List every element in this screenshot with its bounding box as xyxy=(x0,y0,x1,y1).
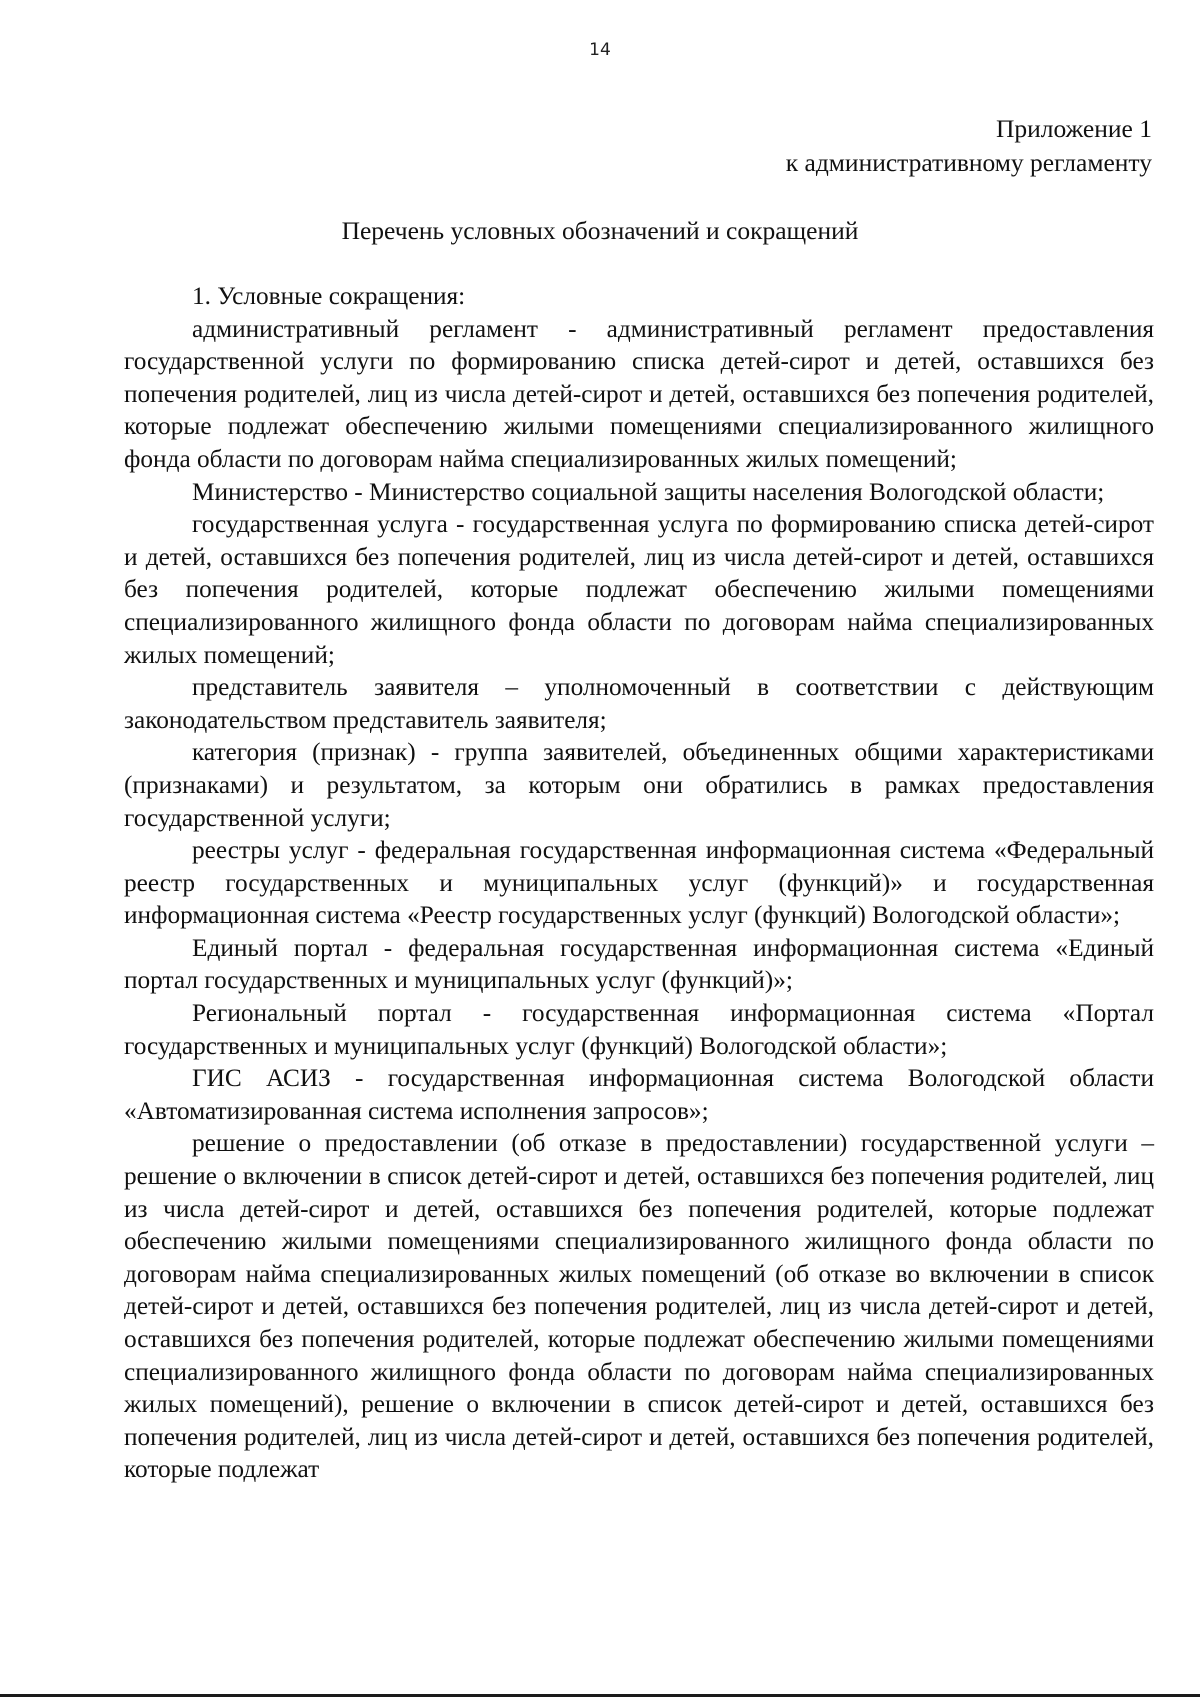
paragraph-decision: решение о предоставлении (об отказе в предоставлении) государственной услуги – решение о включении в список детей-сирот и детей, оставшихся без попечения родителей, лиц из числа детей-сирот и детей, оставшихся без попечения родителей, которые подлежат обеспечению жилыми помещениями специализированного жилищного фонда области по договорам найма специализированных жилых помещений (об отказе во включении в список детей-сирот и детей, оставшихся без попечения родителей, лиц из числа детей-сирот и детей, оставшихся без попечения родителей, которые подлежат обеспечению жилыми помещениями специализированного жилищного фонда области по договорам найма специализированных жилых помещений), решение о включении в список детей-сирот и детей, оставшихся без попечения родителей, лиц из числа детей-сирот и детей, оставшихся без попечения родителей, которые подлежат xyxy=(124,1129,1154,1484)
paragraph-category: категория (признак) - группа заявителей, объединенных общими характеристиками (признаками) и результатом, за которым они обратились в рамках предоставления государственной услуги; xyxy=(124,738,1154,832)
appendix-line-2: к административному регламенту xyxy=(785,148,1152,177)
appendix-line-1: Приложение 1 xyxy=(996,114,1152,143)
paragraph-service-registries: реестры услуг - федеральная государственная информационная система «Федеральный реестр государственных и муниципальных услуг (функций)» и государственная информационная система «Реестр государственных услуг (функций) Вологодской области»; xyxy=(124,836,1154,930)
paragraph-gis-asiz: ГИС АСИЗ - государственная информационная система Вологодской области «Автоматизированная система исполнения запросов»; xyxy=(124,1064,1154,1125)
section-heading: 1. Условные сокращения: xyxy=(192,282,466,310)
paragraph-ministry: Министерство - Министерство социальной защиты населения Вологодской области; xyxy=(192,477,1105,506)
document-title: Перечень условных обозначений и сокращений xyxy=(341,216,859,245)
paragraph-regional-portal: Региональный портал - государственная информационная система «Портал государственных и муниципальных услуг (функций) Вологодской области»; xyxy=(124,999,1154,1060)
paragraph-state-service: государственная услуга - государственная услуга по формированию списка детей-сирот и детей, оставшихся без попечения родителей, лиц из числа детей-сирот и детей, оставшихся без попечения родителей, которые подлежат обеспечению жилыми помещениями специализированного жилищного фонда области по договорам найма специализированных жилых помещений; xyxy=(124,510,1154,669)
document-body xyxy=(124,280,1154,1486)
paragraph-admin-regulation: административный регламент - административный регламент предоставления государственной услуги по формированию списка детей-сирот и детей, оставшихся без попечения родителей, лиц из числа детей-сирот и детей, оставшихся без попечения родителей, которые подлежат обеспечению жилыми помещениями специализированного жилищного фонда области по договорам найма специализированных жилых помещений; xyxy=(124,314,1154,473)
paragraph-applicant-representative: представитель заявителя – уполномоченный в соответствии с действующим законодательством представитель заявителя; xyxy=(124,673,1154,734)
appendix-block xyxy=(786,112,1152,180)
paragraph-unified-portal: Единый портал - федеральная государственная информационная система «Единый портал государственных и муниципальных услуг (функций)»; xyxy=(124,933,1154,995)
page-number: 14 xyxy=(589,40,611,60)
